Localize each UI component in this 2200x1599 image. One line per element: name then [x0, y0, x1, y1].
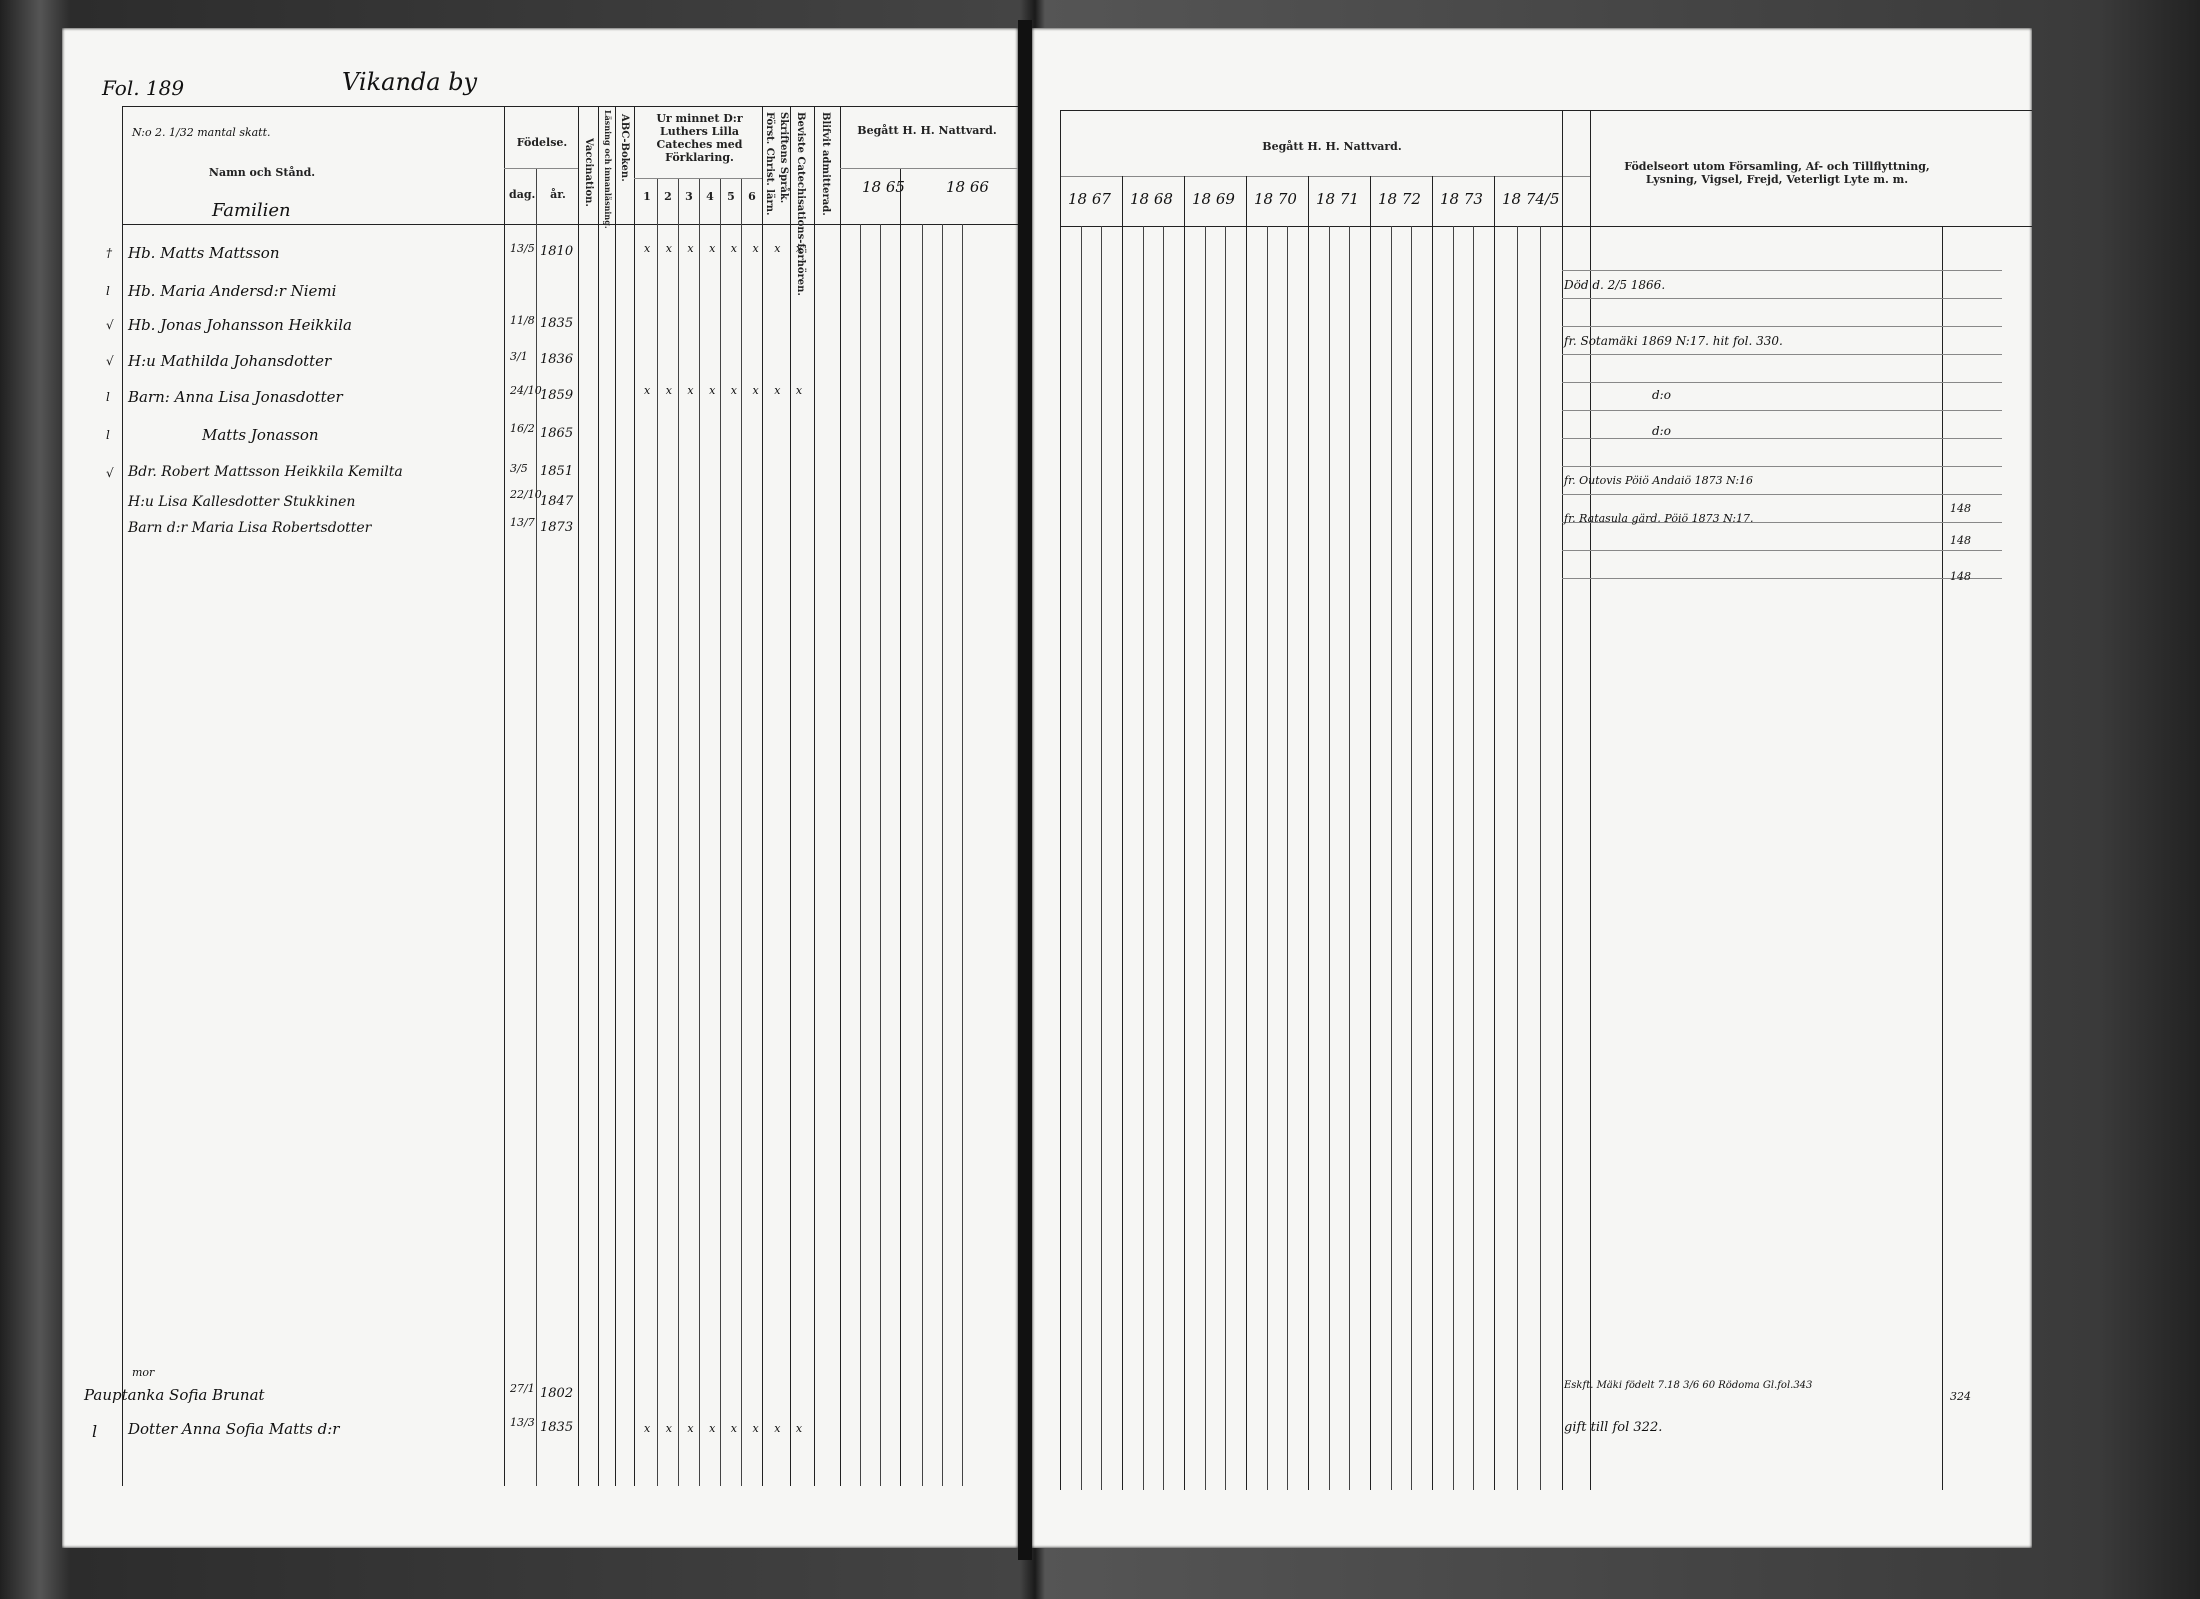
remark: Död d. 2/5 1866.	[1564, 278, 1666, 292]
catechism-col-6: 6	[748, 190, 756, 203]
catechism-marks: x x x x x x x x	[644, 242, 809, 255]
communion-header-right: Begått H. H. Nattvard.	[1262, 140, 1402, 153]
village-name: Vikanda by	[342, 68, 478, 96]
catechism-col-5: 5	[727, 190, 735, 203]
christendom-header: Först. Christ. lärn.	[764, 112, 775, 216]
entry-name: Barn d:r Maria Lisa Robertsdotter	[128, 520, 372, 536]
year-1865: 18 65	[862, 178, 905, 196]
family-label: Familien	[212, 200, 291, 221]
remark: fr. Outovis Pöiö Andaiö 1873 N:16	[1564, 474, 1754, 487]
entry-name: Matts Jonasson	[202, 426, 319, 444]
entry-day: 3/1	[510, 350, 528, 363]
entry-name: Barn: Anna Lisa Jonasdotter	[128, 388, 343, 406]
entry-name: H:u Mathilda Johansdotter	[128, 352, 332, 370]
remarks-header: Födelseort utom Församling, Af- och Tillflyttning, Lysning, Vigsel, Frejd, Veterligt Lyte m. m.	[1624, 160, 1930, 186]
entry-day: 22/10	[510, 488, 542, 501]
catechisation-header: Beviste Catechisations-förhören.	[795, 112, 806, 296]
abc-header: ABC-Boken.	[619, 114, 630, 182]
remark: fr. Sotamäki 1869 N:17. hit fol. 330.	[1564, 334, 1783, 348]
year-1869: 18 69	[1192, 190, 1235, 208]
entry-mark: †	[106, 246, 112, 260]
entry-year: 1835	[540, 316, 574, 331]
catechism-col-4: 4	[706, 190, 714, 203]
catechism-marks: x x x x x x x x	[644, 1422, 809, 1435]
year-1866: 18 66	[946, 178, 989, 196]
catechism-header: Ur minnet D:r Luthers Lilla Cateches med Förklaring.	[656, 112, 743, 164]
bottom-entry-year: 1802	[540, 1386, 574, 1401]
remark: d:o	[1652, 388, 1671, 402]
entry-year: 1836	[540, 352, 574, 367]
entry-name: Hb. Maria Andersd:r Niemi	[128, 282, 337, 300]
catechism-col-3: 3	[685, 190, 693, 203]
year-1874: 18 74/5	[1502, 190, 1560, 208]
communion-header-left: Begått H. H. Nattvard.	[857, 124, 997, 137]
entry-day: 13/5	[510, 242, 535, 255]
entry-day: 13/7	[510, 516, 535, 529]
vaccination-header: Vaccination.	[583, 138, 594, 207]
bottom-remark: Eskft. Mäki födelt 7.18 3/6 60 Rödoma Gl.fol.343	[1564, 1380, 1813, 1391]
margin-number: 148	[1950, 534, 1971, 547]
entry-year: 1810	[540, 244, 574, 259]
entry-day: 24/10	[510, 384, 542, 397]
margin-number: 148	[1950, 570, 1971, 583]
book-gutter	[1018, 20, 1032, 1560]
entry-mark: l	[106, 390, 110, 404]
remark: fr. Ratasula gärd. Pöiö 1873 N:17.	[1564, 512, 1754, 525]
bottom-margin-number: 324	[1950, 1390, 1971, 1403]
birth-year-header: år.	[550, 188, 566, 201]
catechism-marks: x x x x x x x x	[644, 384, 809, 397]
entry-year: 1859	[540, 388, 574, 403]
year-1871: 18 71	[1316, 190, 1359, 208]
catechism-col-1: 1	[643, 190, 651, 203]
right-page	[1032, 28, 2032, 1548]
bottom-remark: gift till fol 322.	[1564, 1420, 1663, 1435]
scripture-header: Skriftens Språk.	[778, 112, 789, 204]
remark: d:o	[1652, 424, 1671, 438]
entry-day: 3/5	[510, 462, 528, 475]
entry-mark: √	[106, 466, 114, 480]
entry-mark: √	[106, 318, 114, 332]
entry-year: 1847	[540, 494, 574, 509]
year-1870: 18 70	[1254, 190, 1297, 208]
homestead-note: N:o 2. 1/32 mantal skatt.	[132, 126, 271, 139]
entry-name: Hb. Matts Mattsson	[128, 244, 280, 262]
entry-mark: l	[106, 284, 110, 298]
bottom-entry-mark: l	[92, 1422, 98, 1441]
entry-mark: √	[106, 354, 114, 368]
bottom-entry-name: Pauptanka Sofia Brunat	[84, 1386, 265, 1404]
margin-number: 148	[1950, 502, 1971, 515]
entry-day: 16/2	[510, 422, 535, 435]
year-1867: 18 67	[1068, 190, 1111, 208]
entry-name: Bdr. Robert Mattsson Heikkila Kemilta	[128, 464, 403, 480]
folio-number: Fol. 189	[102, 76, 185, 100]
bottom-entry-day: 13/3	[510, 1416, 535, 1429]
entry-year: 1865	[540, 426, 574, 441]
entry-year: 1851	[540, 464, 574, 479]
bottom-entry-day: 27/1	[510, 1382, 535, 1395]
entry-name: H:u Lisa Kallesdotter Stukkinen	[128, 494, 356, 510]
birth-header: Födelse.	[516, 136, 568, 149]
bottom-prefix: mor	[132, 1366, 155, 1379]
birth-day-header: dag.	[509, 188, 536, 201]
year-1868: 18 68	[1130, 190, 1173, 208]
entry-year: 1873	[540, 520, 574, 535]
admitted-header: Blifvit admitterad.	[820, 112, 831, 216]
entry-day: 11/8	[510, 314, 535, 327]
bottom-entry-year: 1835	[540, 1420, 574, 1435]
year-1872: 18 72	[1378, 190, 1421, 208]
year-1873: 18 73	[1440, 190, 1483, 208]
catechism-col-2: 2	[664, 190, 672, 203]
left-page	[62, 28, 1018, 1548]
entry-mark: l	[106, 428, 110, 442]
bottom-entry-name: Dotter Anna Sofia Matts d:r	[128, 1420, 340, 1438]
entry-name: Hb. Jonas Johansson Heikkila	[128, 316, 352, 334]
reading-header: Läsning och innanläsning.	[603, 110, 613, 229]
name-header: Namn och Stånd.	[208, 166, 316, 179]
